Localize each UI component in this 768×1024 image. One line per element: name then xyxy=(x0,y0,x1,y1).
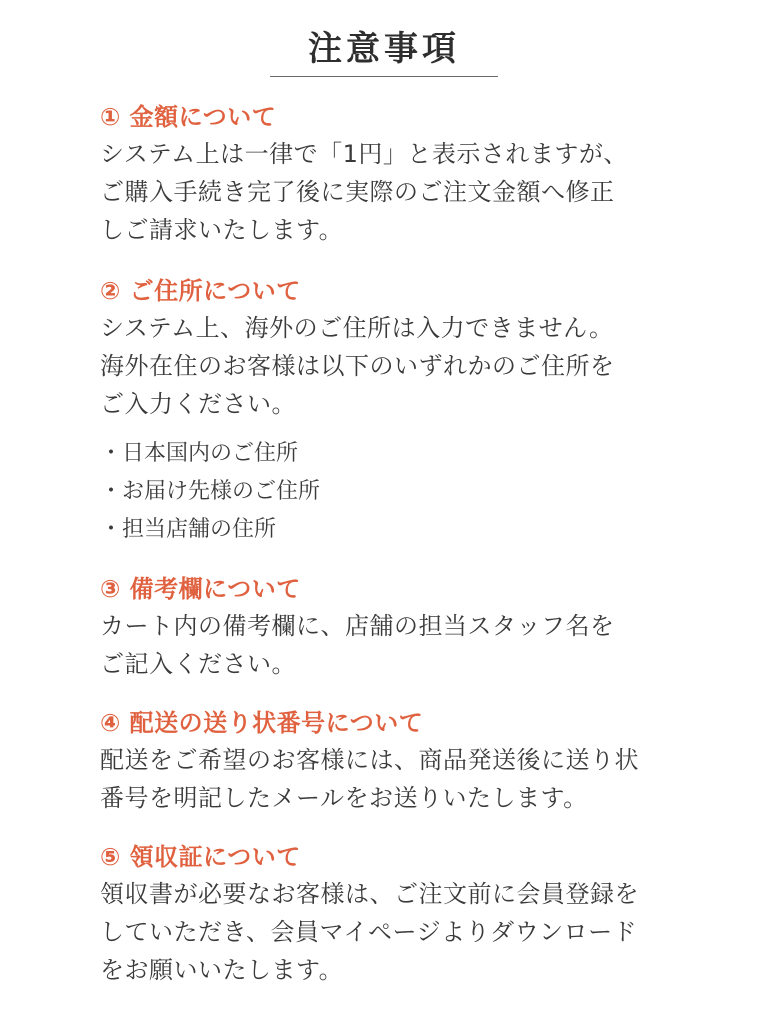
section-heading: ③ 備考欄について xyxy=(100,575,301,603)
section-heading: ② ご住所について xyxy=(100,277,301,305)
section-heading: ⑤ 領収証について xyxy=(100,843,301,871)
section-address xyxy=(100,273,668,549)
section-body xyxy=(100,875,668,989)
body-line: 領収書が必要なお客様は、ご注文前に会員登録を xyxy=(100,880,639,908)
body-line: ご入力ください。 xyxy=(100,390,296,418)
body-line: システム上、海外のご住所は入力できません。 xyxy=(100,314,614,342)
body-line: ご購入手続き完了後に実際のご注文金額へ修正 xyxy=(100,178,615,206)
address-options-list xyxy=(100,435,668,549)
section-body xyxy=(100,135,668,249)
list-item: ・お届け先様のご住所 xyxy=(100,479,321,504)
body-line: をお願いいたします。 xyxy=(100,956,344,984)
list-item: ・日本国内のご住所 xyxy=(100,441,299,466)
title-underline xyxy=(270,76,498,77)
body-line: 海外在住のお客様は以下のいずれかのご住所を xyxy=(100,352,615,380)
section-body xyxy=(100,309,668,423)
section-heading: ④ 配送の送り状番号について xyxy=(100,709,424,737)
section-tracking-number xyxy=(100,705,668,817)
list-item: ・担当店舗の住所 xyxy=(100,517,277,542)
page-title: 注意事項 xyxy=(308,29,460,69)
section-remarks xyxy=(100,571,668,683)
section-body xyxy=(100,607,668,683)
body-line: システム上は一律で「1円」と表示されますが、 xyxy=(100,140,628,168)
section-receipt xyxy=(100,839,668,989)
section-body xyxy=(100,741,668,817)
body-line: カート内の備考欄に、店舗の担当スタッフ名を xyxy=(100,612,615,640)
body-line: 配送をご希望のお客様には、商品発送後に送り状 xyxy=(100,746,639,774)
body-line: していただき、会員マイページよりダウンロード xyxy=(100,918,638,946)
body-line: ご記入ください。 xyxy=(100,650,296,678)
section-amount xyxy=(100,99,668,249)
body-line: 番号を明記したメールをお送りいたします。 xyxy=(100,784,588,812)
body-line: しご請求いたします。 xyxy=(100,216,344,244)
section-heading: ① 金額について xyxy=(100,103,277,131)
